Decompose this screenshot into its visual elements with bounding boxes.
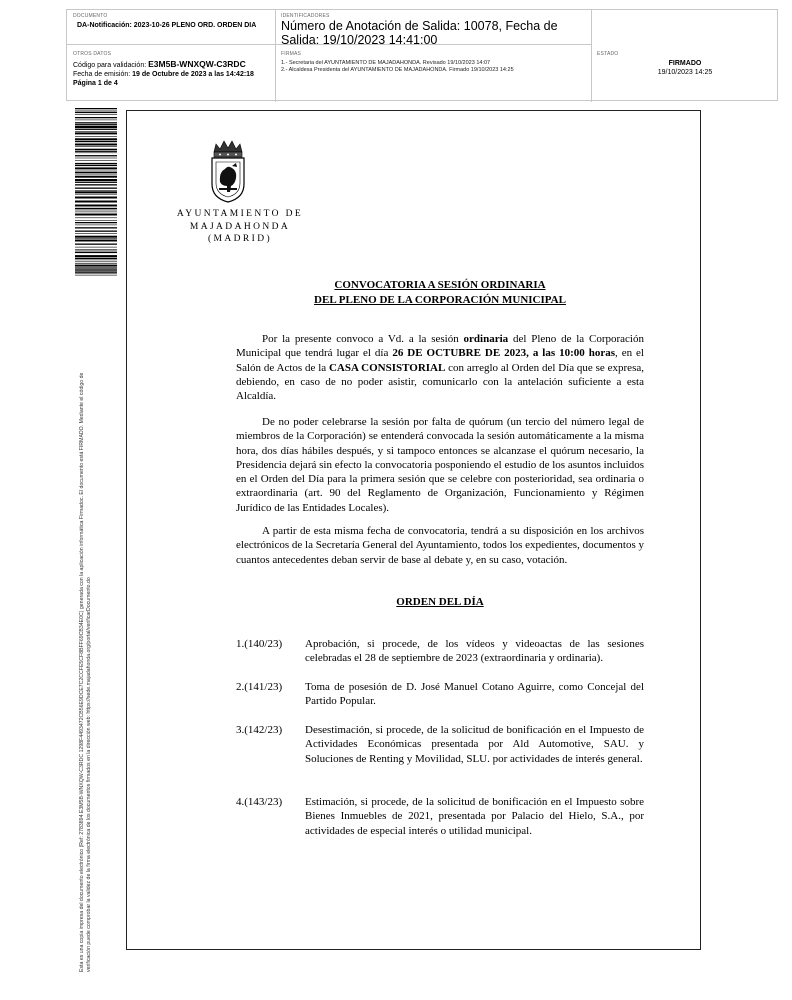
documento-cell: [67, 10, 275, 44]
side-text-line-2: verificación puede comprobar la validez de la firma electrónica de los documentos firmados en la dirección web: https://sede.majadahonda.org/portal/verificarDocumento.do: [85, 577, 92, 972]
p1-bold-date: 26 DE OCTUBRE DE 2023, a las 10:00 horas: [392, 347, 615, 360]
agenda-item-number: 1.(140/23): [236, 638, 283, 650]
agenda-item-number: 3.(142/23): [236, 724, 283, 736]
codigo-label: Código para validación:: [73, 62, 147, 69]
letterhead-line-2: MAJADAHONDA: [189, 221, 291, 232]
agenda-item-text: Aprobación, si procede, de los vídeos y videoactas de las sesiones celebradas el 28 de septiembre de 2023 (extraordinaria y ordinaria).: [305, 638, 644, 665]
page-number: Página 1 de 4: [73, 80, 118, 87]
paragraph-1: [236, 332, 644, 403]
agenda-item-number: 2.(141/23): [236, 681, 283, 693]
paragraph-3: A partir de esta misma fecha de convocatoria, tendrá a su disposición en los archivos electrónicos de la Secretaría General del Ayuntamiento, todos los expedientes, documentos y cuantos antecedentes deban servir de base al debate y, en su caso, votación.: [236, 525, 644, 566]
identificadores-text: Número de Anotación de Salida: 10078, Fecha de Salida: 19/10/2023 14:41:00: [281, 19, 558, 47]
side-text-line-1: Esta es una copia impresa del documento electrónico (Ref: 2783894 E3M5B-WNXQW-C3RDC 1298F4493472CB56E9DCE7C2CCFE5CF8BFF69CB34E0C) generada con la aplicación informática Firmadoc. El documento está FIRMADO. Mediante el código de: [79, 372, 85, 972]
identificadores-cell: [275, 10, 591, 47]
letterhead-line-1: AYUNTAMIENTO DE: [176, 209, 304, 219]
otros-datos-cell: [67, 44, 275, 102]
documento-caption: DOCUMENTO: [73, 13, 108, 19]
firmas-cell: [275, 44, 591, 102]
orden-del-dia-title: ORDEN DEL DÍA: [396, 596, 484, 608]
estado-fecha: 19/10/2023 14:25: [657, 69, 713, 76]
document-header: [66, 9, 778, 101]
codigo-value: E3M5B-WNXQW-C3RDC: [148, 59, 246, 69]
estado-value: FIRMADO: [668, 60, 702, 67]
agenda-item-text: Desestimación, si procede, de la solicitud de bonificación en el Impuesto de Actividades Económicas presentada por Ald Automotive, SAU. y Soluciones de Renting y Movilidad, SLU. por actividades de interés general.: [305, 724, 644, 765]
p1-bold-casa: CASA CONSISTORIAL: [328, 361, 446, 374]
p1-text-g: con arreglo al Orden del Día que se expresa, debiendo, en caso de no poder asistir, comunicarlo con la antelación suficiente a esta Alcaldía.: [236, 361, 644, 403]
agenda-item-text: Estimación, si procede, de la solicitud de bonificación en el Impuesto sobre Bienes Inmuebles de 2021, presentada por Palacio del Hielo, S.A., por actividades de especial interés o utilidad municipal.: [305, 796, 644, 837]
letterhead-line-3: (MADRID): [207, 234, 273, 244]
codigo-validacion: [73, 60, 269, 70]
paragraph-2: De no poder celebrarse la sesión por falta de quórum (un tercio del número legal de miembros de la Corporación) se entenderá convocada la sesión automáticamente a la misma hora, dos días hábiles después, y si tampoco entonces se alcanzase el quórum necesario, la Presidencia dejará sin efecto la convocatoria posponiendo el estudio de los asuntos incluidos en el Orden del Día para la primera sesión que se celebre con posterioridad, sea ordinaria o extraordinaria (art. 90 del Reglamento de Organización, Funcionamiento y Régimen Jurídico de las Entidades Locales).: [236, 416, 644, 514]
coat-of-arms-icon: [206, 138, 250, 204]
identificadores-caption: IDENTIFICADORES: [281, 13, 330, 19]
document-title-line-1: CONVOCATORIA A SESIÓN ORDINARIA: [334, 279, 546, 291]
estado-caption: ESTADO: [597, 51, 619, 57]
firmas-caption: FIRMAS: [281, 51, 302, 57]
estado-cell: [591, 10, 779, 102]
p1-text-c: del Pleno de la Corporación Municipal que tendrá lugar el día: [236, 333, 644, 360]
otros-datos-caption: OTROS DATOS: [73, 51, 112, 57]
fecha-value: 19 de Octubre de 2023 a las 14:42:18: [132, 71, 254, 78]
document-title-line-2: DEL PLENO DE LA CORPORACIÓN MUNICIPAL: [314, 294, 566, 306]
fecha-emision: [73, 70, 269, 79]
barcode: [75, 108, 117, 276]
p1-text-a: Por la presente convoco a Vd. a la sesión: [262, 333, 464, 345]
firma-1: 1.- Secretaria del AYUNTAMIENTO DE MAJADAHONDA. Revisado 19/10/2023 14:07: [281, 60, 491, 66]
p1-text-e: , en el Salón de Actos de la: [236, 347, 644, 374]
letterhead: [150, 208, 330, 246]
fecha-label: Fecha de emisión:: [73, 71, 131, 78]
agenda-item-number: 4.(143/23): [236, 796, 283, 808]
verification-side-text: [79, 292, 92, 972]
agenda-item-text: Toma de posesión de D. José Manuel Cotano Aguirre, como Concejal del Partido Popular.: [305, 681, 644, 708]
documento-text: DA-Notificación: 2023-10-26 PLENO ORD. ORDEN DIA: [77, 22, 257, 29]
p1-bold-ordinaria: ordinaria: [463, 333, 509, 345]
firma-2: 2.- Alcaldesa Presidenta del AYUNTAMIENTO DE MAJADAHONDA. Firmado 19/10/2023 14:25: [281, 67, 514, 73]
